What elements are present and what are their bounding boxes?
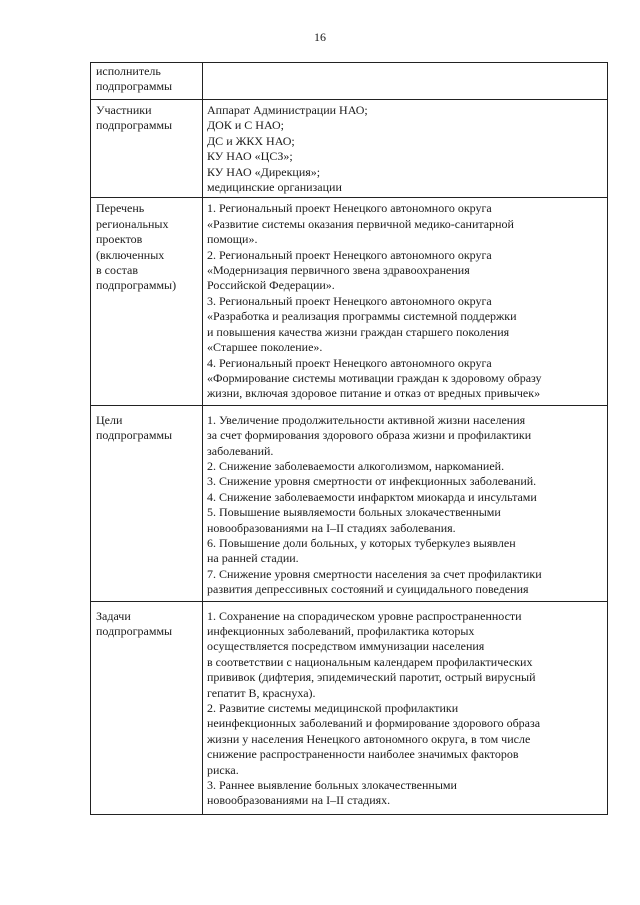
content-line: «Старшее поколение».	[207, 340, 323, 355]
label-line: Участники	[96, 103, 152, 117]
row-label-goals	[91, 405, 203, 601]
label-line: подпрограммы	[96, 428, 173, 443]
label-line: (включенных	[96, 247, 165, 262]
content-line: неинфекционных заболеваний и формирование здорового образа	[207, 716, 541, 731]
content-line: 2. Региональный проект Ненецкого автономного округа	[207, 247, 492, 262]
page-number: 16	[314, 30, 326, 44]
content-line: прививок (дифтерия, эпидемический паротит, острый вирусный	[207, 670, 536, 685]
label-line: исполнитель	[96, 64, 161, 78]
content-line: 3. Раннее выявление больных злокачественными	[207, 778, 457, 793]
label-line: Цели	[96, 412, 123, 427]
row-label-executor	[91, 63, 203, 100]
label-line: проектов	[96, 232, 143, 247]
table-body	[91, 63, 608, 815]
content-line: снижение распространенности наиболее значимых факторов	[207, 747, 519, 762]
content-line: 2. Развитие системы медицинской профилактики	[207, 701, 459, 716]
content-line: риска.	[207, 762, 239, 777]
table-row-participants	[91, 100, 608, 198]
label-line: подпрограммы	[96, 118, 173, 133]
label-line: региональных	[96, 216, 169, 231]
content-line: ДОК и С НАО;	[207, 118, 285, 133]
content-line: «Развитие системы оказания первичной медико-санитарной	[207, 216, 514, 231]
content-line: медицинские организации	[207, 180, 342, 195]
content-line: КУ НАО «Дирекция»;	[207, 164, 321, 179]
label-line: подпрограммы	[96, 79, 173, 94]
content-line: 3. Снижение уровня смертности от инфекционных заболеваний.	[207, 474, 537, 489]
row-label-tasks	[91, 601, 203, 814]
content-line: «Разработка и реализация программы системной поддержки	[207, 309, 517, 324]
content-line: 1. Сохранение на спорадическом уровне распространенности	[207, 608, 522, 623]
label-line: в состав	[96, 263, 138, 278]
table-row-tasks	[91, 601, 608, 814]
table-row-executor	[91, 63, 608, 100]
content-line: 3. Региональный проект Ненецкого автономного округа	[207, 293, 492, 308]
row-content-executor	[203, 63, 608, 100]
content-line: в соответствии с национальным календарем профилактических	[207, 654, 533, 669]
content-line: 1. Региональный проект Ненецкого автономного округа	[207, 201, 492, 216]
content-line: осуществляется посредством иммунизации населения	[207, 639, 485, 654]
table-row-projects	[91, 198, 608, 405]
content-line: 6. Повышение доли больных, у которых туберкулез выявлен	[207, 535, 516, 550]
subprogram-passport-table	[90, 62, 608, 815]
content-line: жизни у населения Ненецкого автономного округа, в том числе	[207, 731, 531, 746]
label-line: подпрограммы	[96, 624, 173, 638]
content-line: ДС и ЖКХ НАО;	[207, 133, 295, 148]
content-line: гепатит В, краснуха).	[207, 685, 316, 700]
content-line: жизни, включая здоровое питание и отказ от вредных привычек»	[207, 386, 541, 401]
content-line: 4. Снижение заболеваемости инфарктом миокарда и инсультами	[207, 489, 537, 504]
content-line: 1. Увеличение продолжительности активной жизни населения	[207, 412, 526, 427]
content-line: «Формирование системы мотивации граждан к здоровому образу	[207, 370, 542, 385]
content-line: новообразованиями на I–II стадиях.	[207, 793, 391, 808]
row-label-participants	[91, 100, 203, 198]
content-line: на ранней стадии.	[207, 551, 299, 566]
content-line: за счет формирования здорового образа жизни и профилактики	[207, 428, 532, 443]
row-content-participants	[203, 100, 608, 198]
content-line: 2. Снижение заболеваемости алкоголизмом, наркоманией.	[207, 458, 505, 473]
label-line: Задачи	[96, 608, 131, 623]
row-label-projects	[91, 198, 203, 405]
row-content-tasks	[203, 601, 608, 814]
content-line: Российской Федерации».	[207, 278, 335, 293]
content-line: «Модернизация первичного звена здравоохранения	[207, 263, 470, 278]
content-line: 4. Региональный проект Ненецкого автономного округа	[207, 355, 492, 370]
content-line: новообразованиями на I–II стадиях заболевания.	[207, 520, 456, 535]
content-line: инфекционных заболеваний, профилактика которых	[207, 624, 475, 638]
content-line: помощи».	[207, 232, 258, 247]
content-line: развития депрессивных состояний и суицидального поведения	[207, 582, 529, 597]
content-line: Аппарат Администрации НАО;	[207, 103, 368, 117]
table-row-goals	[91, 405, 608, 601]
content-line: 5. Повышение выявляемости больных злокачественными	[207, 505, 501, 520]
content-line: и повышения качества жизни граждан старшего поколения	[207, 324, 510, 339]
row-content-projects	[203, 198, 608, 405]
row-content-goals	[203, 405, 608, 601]
label-line: подпрограммы)	[96, 278, 177, 293]
content-line: заболеваний.	[207, 443, 274, 458]
content-line: КУ НАО «ЦСЗ»;	[207, 149, 293, 164]
content-line: 7. Снижение уровня смертности населения за счет профилактики	[207, 566, 542, 581]
label-line: Перечень	[96, 201, 145, 216]
